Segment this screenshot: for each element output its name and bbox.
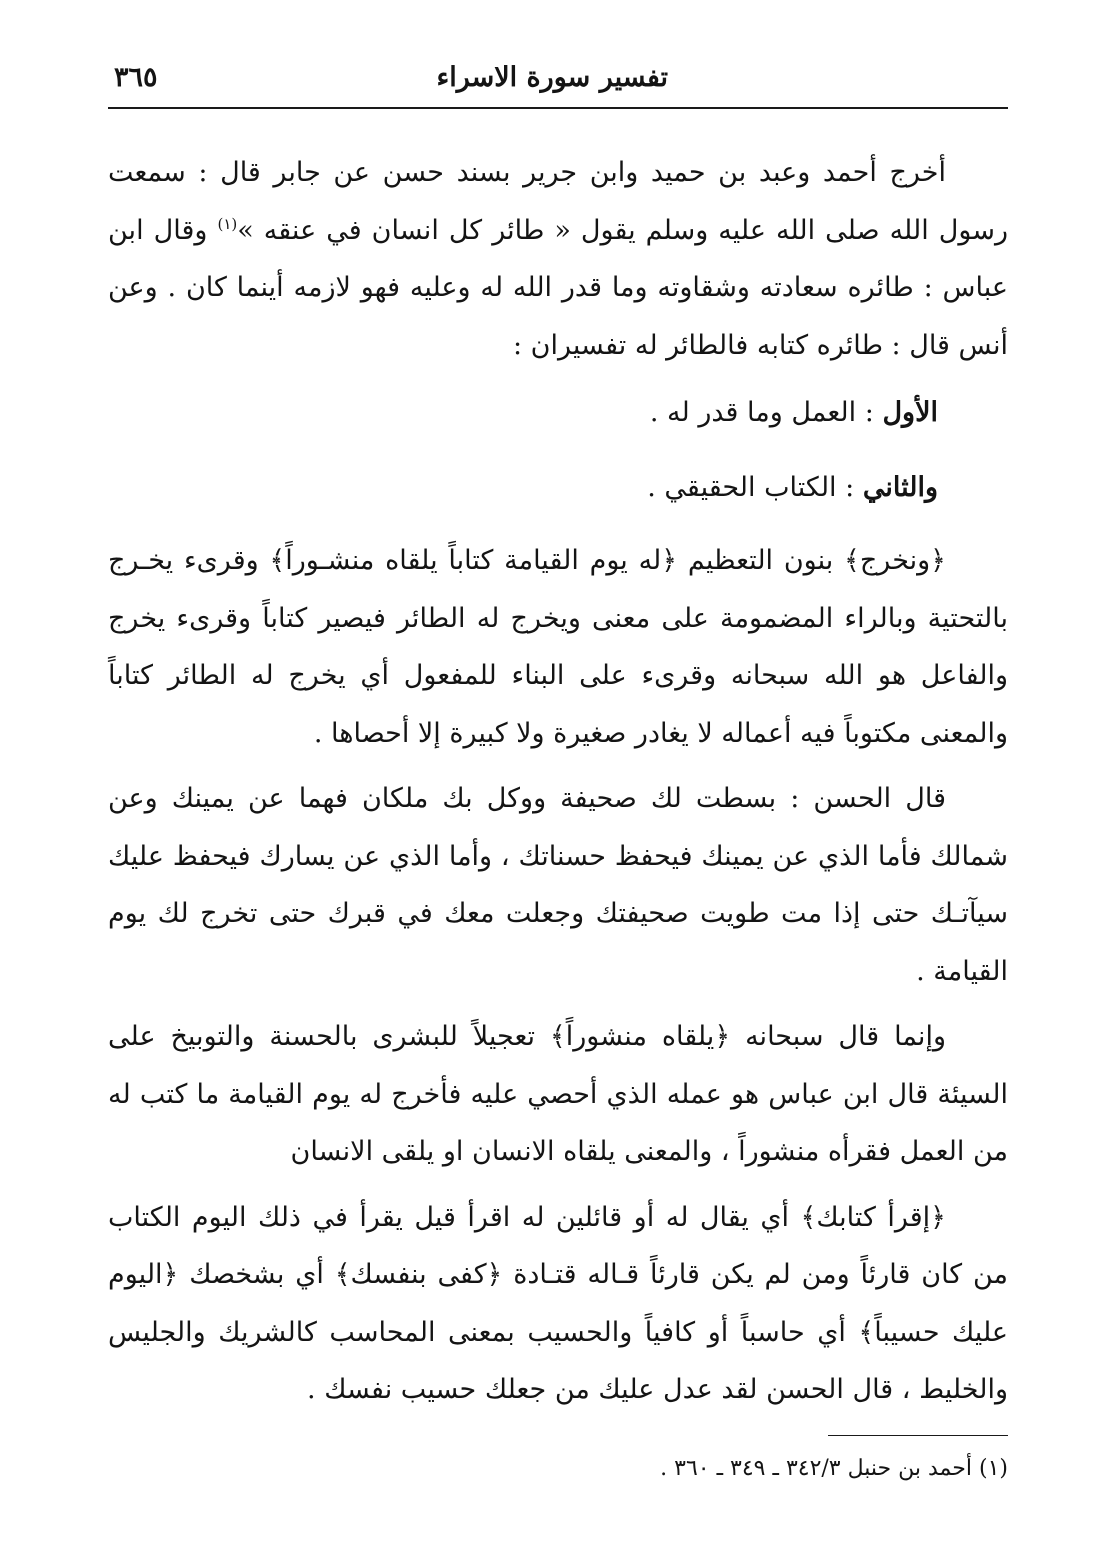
running-header <box>108 58 1008 104</box>
book-page <box>108 58 1008 1498</box>
paragraph: قال الحسن : بسطت لك صحيفة ووكل بك ملكان فهما عن يمينك وعن شمالك فأما الذي عن يمينك فيحفظ حسناتك ، وأما الذي عن يسارك فيحفظ عليك سيآتـك حتى إذا مت طويت صحيفتك وجعلت معك في قبرك حتى تخرج لك يوم القيامة . <box>108 783 1008 987</box>
item-lead: الأول <box>882 397 938 428</box>
footnote-reference: (١) <box>217 214 238 233</box>
paragraph-text: أخرج أحمد وعبد بن حميد وابن جرير بسند حسن عن جابر قال : سمعت رسول الله صلى الله عليه وسلم يقول « طائر كل انسان في عنقه » <box>108 157 1008 246</box>
list-item <box>108 382 938 444</box>
paragraph: ﴿إقرأ كتابك﴾ أي يقال له أو قائلين له اقرأ قيل يقرأ في ذلك اليوم الكتاب من كان قارئاً ومن لم يكن قارئاً قـاله قتـادة ﴿كفى بنفسك﴾ أي بشخصك ﴿اليوم عليك حسيباً﴾ أي حاسباً أو كافياً والحسيب بمعنى المحاسب كالشريك والجليس والخليط ، قال الحسن لقد عدل عليك من جعلك حسيب نفسك . <box>108 1201 1008 1405</box>
paragraph-text: وقال ابن عباس : طائره سعادته وشقاوته وما قدر الله له وعليه فهو لازمه أينما كان . وعن أنس قال : طائره كتابه فالطائر له تفسيران : <box>108 214 1008 361</box>
item-text: : العمل وما قدر له . <box>649 397 883 428</box>
page-number: ٣٦٥ <box>114 62 158 93</box>
header-rule <box>108 107 1008 109</box>
running-title: تفسير سورة الاسراء <box>436 62 668 93</box>
footnote: (١) أحمد بن حنبل ٣٤٢/٣ ـ ٣٤٩ ـ ٣٦٠ . <box>660 1456 1008 1481</box>
paragraph: وإنما قال سبحانه ﴿يلقاه منشوراً﴾ تعجيلاً للبشرى بالحسنة والتوبيخ على السيئة قال ابن عباس هو عمله الذي أحصي عليه فأخرج له يوم القيامة ما كتب له من العمل فقرأه منشوراً ، والمعنى يلقاه الانسان او يلقى الانسان <box>108 1021 1008 1167</box>
list-item <box>108 457 938 519</box>
item-lead: والثاني <box>862 472 938 503</box>
paragraph: ﴿ونخرج﴾ بنون التعظيم ﴿له يوم القيامة كتاباً يلقاه منشـوراً﴾ وقرىء يخـرج بالتحتية وبالراء المضمومة على معنى ويخرج له الطائر فيصير كتاباً وقرىء يخرج والفاعل هو الله سبحانه وقرىء على البناء للمفعول أي يخرج له الطائر كتاباً والمعنى مكتوباً فيه أعماله لا يغادر صغيرة ولا كبيرة إلا أحصاها . <box>108 545 1008 749</box>
paragraph <box>108 144 1008 374</box>
footnote-rule <box>828 1435 1008 1436</box>
item-text: : الكتاب الحقيقي . <box>647 472 863 503</box>
body-text <box>108 144 1008 1427</box>
